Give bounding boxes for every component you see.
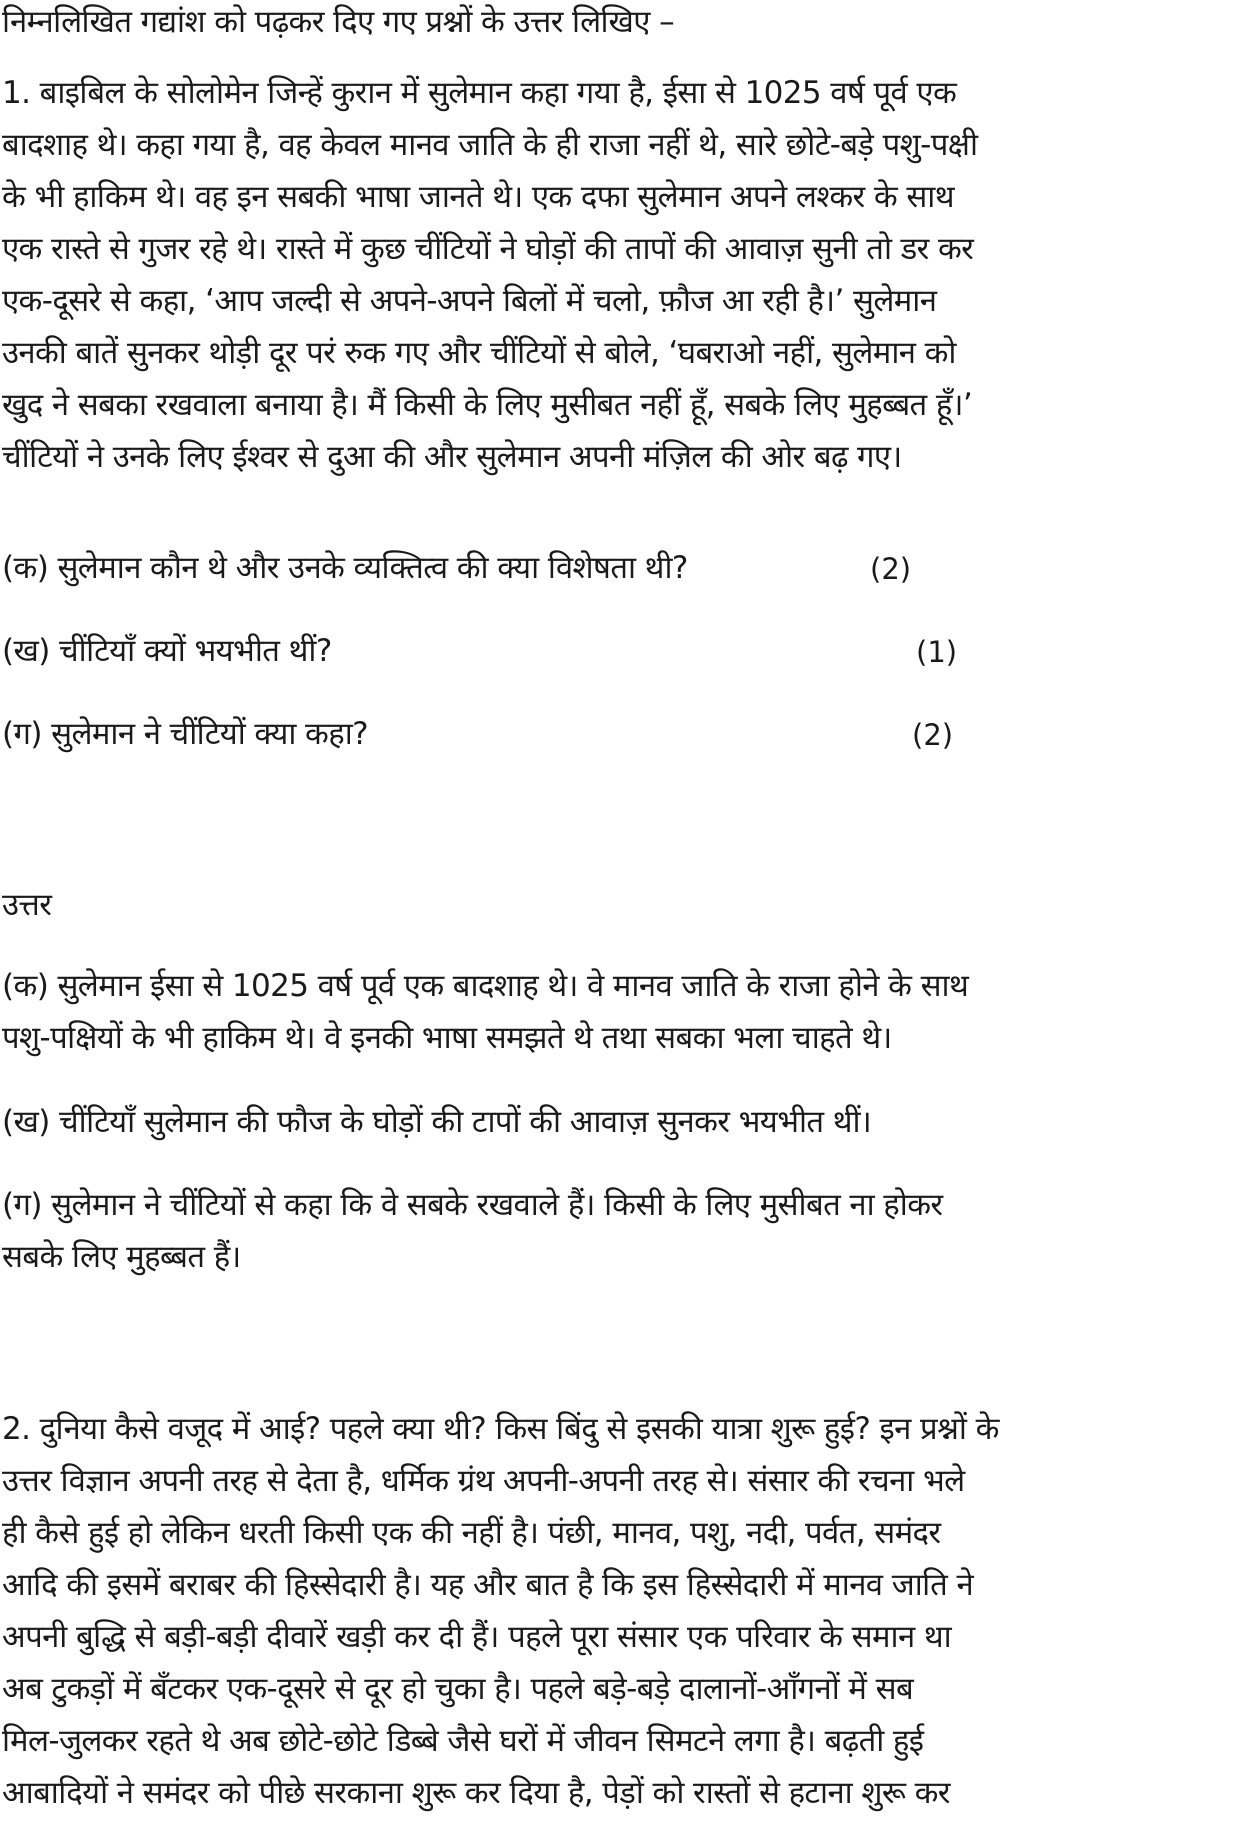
passage-1-line: 1. बाइबिल के सोलोमेन जिन्हें कुरान में सुलेमान कहा गया है, ईसा से 1025 वर्ष पूर्व एक — [2, 75, 957, 111]
instruction-heading: निम्नलिखित गद्यांश को पढ़कर दिए गए प्रश्नों के उत्तर लिखिए – — [2, 4, 674, 40]
passage-2-line: उत्तर विज्ञान अपनी तरह से देता है, धर्मिक ग्रंथ अपनी-अपनी तरह से। संसार की रचना भले — [2, 1463, 965, 1499]
answer-line: (ख) चींटियाँ सुलेमान की फौज के घोड़ों की टापों की आवाज़ सुनकर भयभीत थीं। — [2, 1104, 872, 1140]
passage-2-line: मिल-जुलकर रहते थे अब छोटे-छोटे डिब्बे जैसे घरों में जीवन सिमटने लगा है। बढ़ती हुई — [2, 1723, 924, 1759]
passage-1-line: एक-दूसरे से कहा, ‘आप जल्दी से अपने-अपने बिलों में चलो, फ़ौज आ रही है।’ सुलेमान — [2, 283, 937, 319]
passage-2-line: 2. दुनिया कैसे वजूद में आई? पहले क्या थी? किस बिंदु से इसकी यात्रा शुरू हुई? इन प्रश्नों के — [2, 1411, 999, 1447]
answer-heading: उत्तर — [2, 887, 52, 923]
question-text: (क) सुलेमान कौन थे और उनके व्यक्तित्व की क्या विशेषता थी? — [2, 550, 688, 586]
passage-1-line: के भी हाकिम थे। वह इन सबकी भाषा जानते थे। एक दफा सुलेमान अपने लश्कर के साथ — [2, 179, 954, 215]
question-marks: (2) — [912, 718, 954, 752]
question-text: (ग) सुलेमान ने चींटियों क्या कहा? — [2, 716, 368, 752]
passage-1-line: खुद ने सबका रखवाला बनाया है। मैं किसी के लिए मुसीबत नहीं हूँ, सबके लिए मुहब्बत हूँ।’ — [2, 387, 973, 423]
answer-line: पशु-पक्षियों के भी हाकिम थे। वे इनकी भाषा समझते थे तथा सबका भला चाहते थे। — [2, 1020, 892, 1056]
answer-line: सबके लिए मुहब्बत हैं। — [2, 1239, 241, 1275]
passage-1-line: उनकी बातें सुनकर थोड़ी दूर परं रुक गए और चींटियों से बोले, ‘घबराओ नहीं, सुलेमान को — [2, 335, 956, 371]
passage-1-line: चींटियों ने उनके लिए ईश्वर से दुआ की और सुलेमान अपनी मंज़िल की ओर बढ़ गए। — [2, 439, 902, 475]
passage-2-line: आदि की इसमें बराबर की हिस्सेदारी है। यह और बात है कि इस हिस्सेदारी में मानव जाति ने — [2, 1567, 974, 1603]
question-text: (ख) चींटियाँ क्यों भयभीत थीं? — [2, 633, 332, 669]
answer-line: (क) सुलेमान ईसा से 1025 वर्ष पूर्व एक बादशाह थे। वे मानव जाति के राजा होने के साथ — [2, 968, 969, 1004]
question-item — [2, 633, 332, 670]
passage-2-line: ही कैसे हुई हो लेकिन धरती किसी एक की नहीं है। पंछी, मानव, पशु, नदी, पर्वत, समंदर — [2, 1515, 941, 1551]
answer-line: (ग) सुलेमान ने चींटियों से कहा कि वे सबके रखवाले हैं। किसी के लिए मुसीबत ना होकर — [2, 1187, 943, 1223]
question-marks: (2) — [870, 552, 912, 586]
passage-2-line: अपनी बुद्धि से बड़ी-बड़ी दीवारें खड़ी कर दी हैं। पहले पूरा संसार एक परिवार के समान था — [2, 1619, 952, 1655]
passage-2-line: अब टुकड़ों में बँटकर एक-दूसरे से दूर हो चुका है। पहले बड़े-बड़े दालानों-आँगनों में सब — [2, 1671, 914, 1707]
question-item — [2, 550, 688, 587]
passage-2-line: आबादियों ने समंदर को पीछे सरकाना शुरू कर दिया है, पेड़ों को रास्तों से हटाना शुरू कर — [2, 1775, 950, 1811]
passage-1-line: बादशाह थे। कहा गया है, वह केवल मानव जाति के ही राजा नहीं थे, सारे छोटे-बड़े पशु-पक्षी — [2, 127, 978, 163]
question-item — [2, 716, 368, 753]
passage-1-line: एक रास्ते से गुजर रहे थे। रास्ते में कुछ चींटियों ने घोड़ों की तापों की आवाज़ सुनी तो डर कर — [2, 231, 974, 267]
question-marks: (1) — [916, 635, 958, 669]
